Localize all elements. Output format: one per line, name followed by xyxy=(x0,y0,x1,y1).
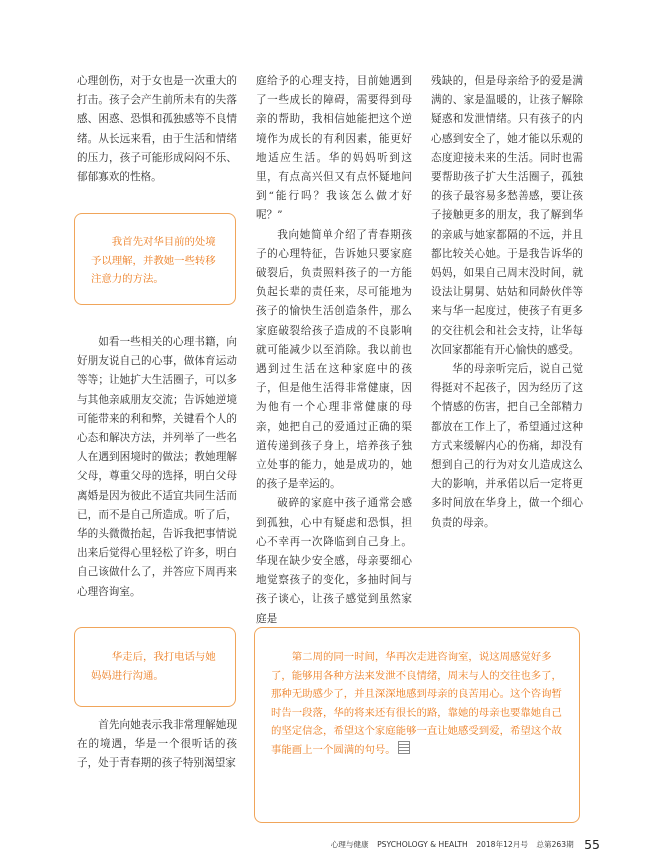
issue-total: 总第263期 xyxy=(536,840,574,849)
end-mark-icon xyxy=(398,741,410,754)
paragraph: 我向她简单介绍了青春期孩子的心理特征，告诉她只要家庭破裂后，负责照料孩子的一方能负起长辈的责任来，尽可能地为孩子的愉快生活创造条件，那么家庭破裂给孩子造成的不良影响就可能减少以至消除。我以前也遇到过生活在这种家庭中的孩子，但是他生活得非常健康，因为他有一个心理非常健康的母亲，她把自己的爱通过正确的渠道传递到孩子身上，培养孩子独立处事的能力，她是成功的，她的孩子是幸运的。 xyxy=(256,228,412,491)
column-1-bottom xyxy=(77,716,237,774)
callout-box-3 xyxy=(254,627,580,823)
column-3 xyxy=(431,72,583,533)
paragraph: 心理创伤，对于女也是一次重大的打击。孩子会产生前所未有的失落感、困惑、恐惧和孤独感等不良情绪。从长远来看，由于生活和情绪的压力，孩子可能形成闷闷不乐、郁郁寡欢的性格。 xyxy=(77,75,237,184)
issue-date: 2018年12月号 xyxy=(476,840,528,849)
magazine-name: 心理与健康 xyxy=(330,840,369,849)
callout-box-1 xyxy=(74,213,236,305)
column-1-continued xyxy=(77,333,237,602)
page-number: 55 xyxy=(584,837,600,852)
callout-text: 我首先对华目前的处境予以理解，并教她一些转移注意力的方法。 xyxy=(91,236,216,286)
paragraph: 庭给予的心理支持，目前她遇到了一些成长的障碍，需要得到母亲的帮助，我相信她能把这个逆境作为成长的有利因素，能更好地适应生活。华的妈妈听到这里，有点高兴但又有点怀疑地问到“能行吗？我该怎么做才好呢？” xyxy=(256,75,412,222)
page-footer xyxy=(325,837,600,852)
paragraph: 如看一些相关的心理书籍，向好朋友说自己的心事，做体育运动等等；让她扩大生活圈子，可以多与其他亲戚朋友交流；告诉她逆境可能带来的利和弊，关键看个人的心态和解决方法，并列举了一些名人在遇到困境时的做法；教她理解父母，尊重父母的选择，明白父母离婚是因为彼此不适宜共同生活而已，而不是自己所造成。听了后，华的头微微抬起，告诉我把事情说出来后觉得心里轻松了许多，明白自己该做什么了，并答应下周再来心理咨询室。 xyxy=(77,336,237,598)
callout-box-2 xyxy=(74,627,236,707)
column-1 xyxy=(77,72,237,187)
magazine-name-en: PSYCHOLOGY & HEALTH xyxy=(377,840,468,849)
paragraph: 华的母亲听完后，说自己觉得挺对不起孩子，因为经历了这个情感的伤害，把自己全部精力都放在工作上了，希望通过这种方式来缓解内心的伤痛，却没有想到自己的行为对女儿造成这么大的影响，并承偌以后一定将更多时间放在华身上，做一个细心负责的母亲。 xyxy=(431,363,583,529)
callout-text-content: 第二周的同一时间，华再次走进咨询室，说这周感觉好多了，能够用各种方法来发泄不良情绪，周末与人的交往也多了，那种无助感少了，并且深深地感到母亲的良苦用心。这个咨询暂时告一段落，华的将来还有很长的路，靠她的母亲也要靠她自己的坚定信念，希望这个家庭能够一直让她感受到爱，希望这个故事能画上一个圆满的句号。 xyxy=(271,651,562,756)
paragraph: 首先向她表示我非常理解她现在的境遇，华是一个很听话的孩子，处于青春期的孩子特别渴望家 xyxy=(77,719,237,770)
callout-text: 华走后，我打电话与她妈妈进行沟通。 xyxy=(91,651,216,682)
paragraph: 残缺的，但是母亲给予的爱是满满的、家是温暖的，让孩子解除疑惑和发泄情绪。只有孩子的内心感到安全了，她才能以乐观的态度迎接未来的生活。同时也需要帮助孩子扩大生活圈子，孤独的孩子最容易多愁善感，要让孩子接触更多的朋友，我了解到华的亲戚与她家都隔的不远，并且都比较关心她。于是我告诉华的妈妈，如果自己周末没时间，就设法让舅舅、姑姑和同龄伙伴等来与华一起度过，使孩子有更多的交往机会和社会支持，让华每次回家都能有开心愉快的感受。 xyxy=(431,75,583,356)
column-2 xyxy=(256,72,412,629)
paragraph: 破碎的家庭中孩子通常会感到孤独，心中有疑虑和恐惧，担心不幸再一次降临到自己身上。华现在缺少安全感，母亲要细心地觉察孩子的变化，多抽时间与孩子谈心，让孩子感觉到虽然家庭是 xyxy=(256,497,412,625)
callout-text xyxy=(271,648,563,760)
